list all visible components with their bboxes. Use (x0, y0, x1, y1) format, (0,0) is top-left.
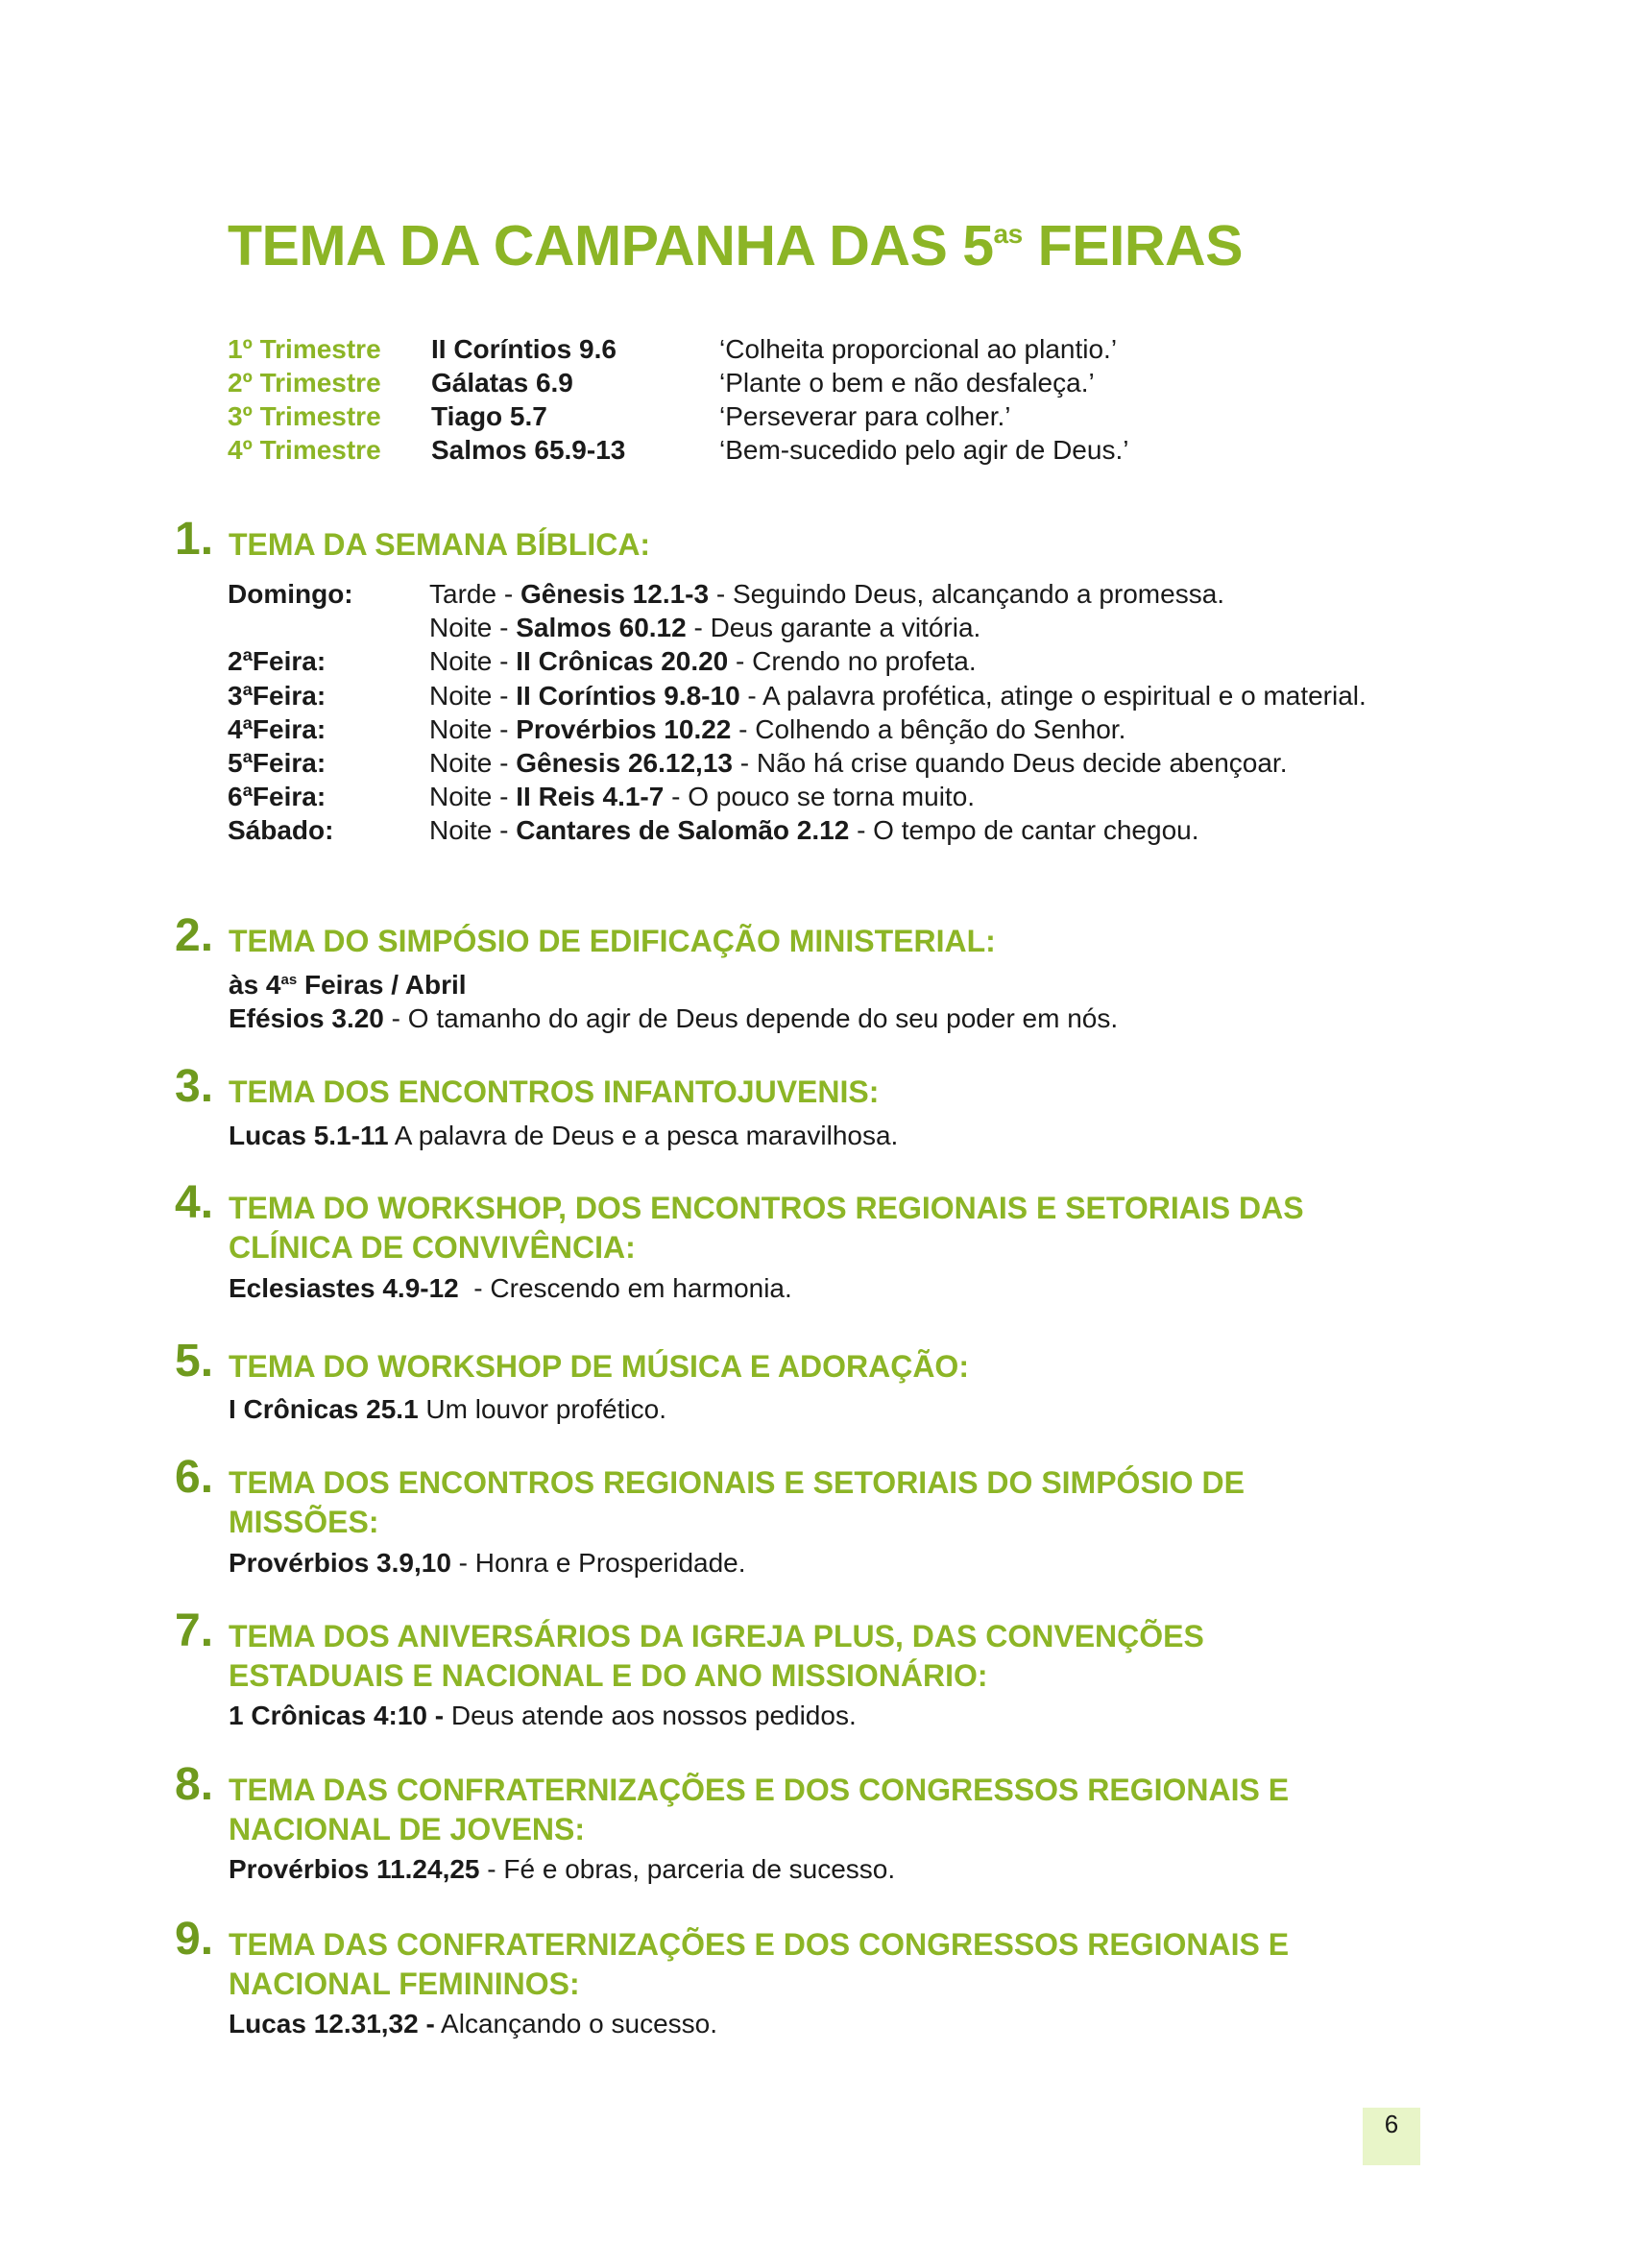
verse-reference: Provérbios 10.22 (516, 713, 732, 744)
verse-reference: Gênesis 12.1-3 (520, 579, 710, 609)
trimester-label: 1º Trimestre (228, 334, 381, 364)
trimester-label: 4º Trimestre (228, 435, 381, 465)
verse-reference: Lucas 5.1-11 (229, 1121, 389, 1150)
schedule-text (429, 681, 1367, 712)
section-verse (229, 1394, 666, 1425)
section-number: 2. (175, 910, 214, 961)
schedule-period: Noite - (429, 815, 517, 846)
trimester-quote: ‘Plante o bem e não desfaleça.’ (719, 368, 1095, 398)
section-title: TEMA DOS ENCONTROS INFANTOJUVENIS: (229, 1074, 880, 1109)
section-number: 4. (175, 1177, 214, 1228)
section-title: TEMA DAS CONFRATERNIZAÇÕES E DOS CONGRESSOS REGIONAIS E NACIONAL DE JOVENS: (229, 1773, 1290, 1846)
verse-text: - O pouco se torna muito. (664, 782, 976, 812)
verse-reference: Provérbios 3.9,10 (229, 1548, 451, 1578)
section-title: TEMA DA SEMANA BÍBLICA: (229, 527, 651, 562)
trimester-quote: ‘Perseverar para colher.’ (719, 401, 1011, 431)
verse-text: - Crendo no profeta. (728, 646, 977, 677)
title-text-end: FEIRAS (1022, 214, 1243, 277)
section-title: TEMA DO WORKSHOP, DOS ENCONTROS REGIONAIS E SETORIAIS DAS CLÍNICA DE CONVIVÊNCIA: (229, 1191, 1304, 1265)
verse-reference: II Coríntios 9.8-10 (516, 680, 740, 711)
section-title: TEMA DO WORKSHOP DE MÚSICA E ADORAÇÃO: (229, 1349, 969, 1384)
schedule-text (429, 815, 1199, 846)
section-number: 8. (175, 1759, 214, 1810)
verse-reference: Lucas 12.31,32 - (229, 2009, 435, 2039)
trimester-reference: Gálatas 6.9 (431, 368, 573, 398)
schedule-day: 2ªFeira: (228, 646, 327, 677)
verse-reference: Eclesiastes 4.9-12 (229, 1273, 459, 1303)
schedule-day: 3ªFeira: (228, 680, 327, 711)
schedule-day: 4ªFeira: (228, 713, 327, 744)
verse-reference: II Crônicas 20.20 (516, 646, 729, 677)
page-number: 6 (1384, 2110, 1399, 2138)
section-verse (229, 1121, 898, 1151)
schedule-period: Noite - (429, 613, 517, 643)
section-verse (229, 2009, 717, 2039)
verse-text: - O tamanho do agir de Deus depende do seu poder em nós. (383, 1003, 1119, 1033)
trimester-quote: ‘Colheita proporcional ao plantio.’ (719, 334, 1118, 364)
section-verse (229, 1701, 857, 1731)
trimester-quote: ‘Bem-sucedido pelo agir de Deus.’ (719, 435, 1129, 465)
section-verse (229, 1854, 895, 1885)
trimester-reference: Tiago 5.7 (431, 401, 547, 431)
schedule-text (429, 613, 980, 643)
title-superscript: as (993, 219, 1023, 249)
verse-reference: Salmos 60.12 (516, 613, 687, 643)
section-title: TEMA DAS CONFRATERNIZAÇÕES E DOS CONGRESSOS REGIONAIS E NACIONAL FEMININOS: (229, 1927, 1290, 2001)
schedule-day: 5ªFeira: (228, 748, 327, 778)
section-schedule: às $4^{as}$ Feiras / Abril (229, 970, 467, 1000)
schedule-day: 6ªFeira: (228, 782, 327, 812)
section-number: 1. (175, 514, 214, 565)
section-verse (229, 1548, 746, 1579)
schedule-period: Noite - (429, 680, 517, 711)
schedule-period: Tarde - (429, 579, 520, 609)
verse-text: - Colhendo a bênção do Senhor. (731, 713, 1126, 744)
schedule-day: Sábado: (228, 815, 334, 846)
schedule-text (429, 714, 1125, 745)
verse-reference: II Reis 4.1-7 (516, 782, 665, 812)
schedule-text (429, 782, 975, 812)
verse-reference: Provérbios 11.24,25 (229, 1854, 480, 1884)
title-text: TEMA DA CAMPANHA DAS 5 (228, 214, 994, 277)
verse-text: - Honra e Prosperidade. (450, 1548, 746, 1578)
verse-reference: I Crônicas 25.1 (229, 1394, 419, 1424)
verse-text: - Crescendo em harmonia. (458, 1273, 792, 1303)
schedule-text (429, 748, 1287, 779)
verse-text: - Não há crise quando Deus decide abençoar. (732, 748, 1288, 778)
verse-text: - Fé e obras, parceria de sucesso. (479, 1854, 896, 1884)
schedule-text (429, 646, 977, 677)
schedule-period: Noite - (429, 782, 517, 812)
section-number: 9. (175, 1914, 214, 1965)
verse-reference: 1 Crônicas 4:10 - (229, 1701, 445, 1730)
schedule-text (429, 579, 1224, 610)
trimester-label: 2º Trimestre (228, 368, 381, 398)
section-number: 6. (175, 1452, 214, 1503)
trimester-reference: Salmos 65.9-13 (431, 435, 626, 465)
page-number-box (1363, 2108, 1420, 2165)
section-number: 5. (175, 1336, 214, 1387)
verse-text: Um louvor profético. (418, 1394, 666, 1424)
verse-text: - Deus garante a vitória. (686, 613, 981, 643)
section-verse (229, 1003, 1118, 1034)
section-title: TEMA DO SIMPÓSIO DE EDIFICAÇÃO MINISTERIAL: (229, 924, 996, 958)
verse-text: Alcançando o sucesso. (434, 2009, 718, 2039)
verse-text: Deus atende aos nossos pedidos. (444, 1701, 857, 1730)
trimester-reference: II Coríntios 9.6 (431, 334, 617, 364)
schedule-period: Noite - (429, 748, 517, 778)
verse-text: - Seguindo Deus, alcançando a promessa. (709, 579, 1225, 609)
page-title (228, 213, 1243, 278)
verse-text: - O tempo de cantar chegou. (849, 815, 1199, 846)
section-title: TEMA DOS ENCONTROS REGIONAIS E SETORIAIS DO SIMPÓSIO DE MISSÕES: (229, 1465, 1245, 1539)
schedule-period: Noite - (429, 713, 517, 744)
verse-reference: Gênesis 26.12,13 (516, 748, 733, 778)
verse-text: A palavra de Deus e a pesca maravilhosa. (388, 1121, 899, 1150)
section-number: 7. (175, 1605, 214, 1656)
section-title: TEMA DOS ANIVERSÁRIOS DA IGREJA PLUS, DAS CONVENÇÕES ESTADUAIS E NACIONAL E DO ANO MISSIONÁRIO: (229, 1619, 1204, 1693)
section-number: 3. (175, 1061, 214, 1112)
verse-reference: Efésios 3.20 (229, 1003, 384, 1033)
verse-reference: Cantares de Salomão 2.12 (516, 815, 850, 846)
schedule-day: Domingo: (228, 579, 353, 609)
schedule-period: Noite - (429, 646, 517, 677)
section-verse (229, 1273, 792, 1304)
verse-text: - A palavra profética, atinge o espiritual e o material. (739, 680, 1367, 711)
trimester-label: 3º Trimestre (228, 401, 381, 431)
